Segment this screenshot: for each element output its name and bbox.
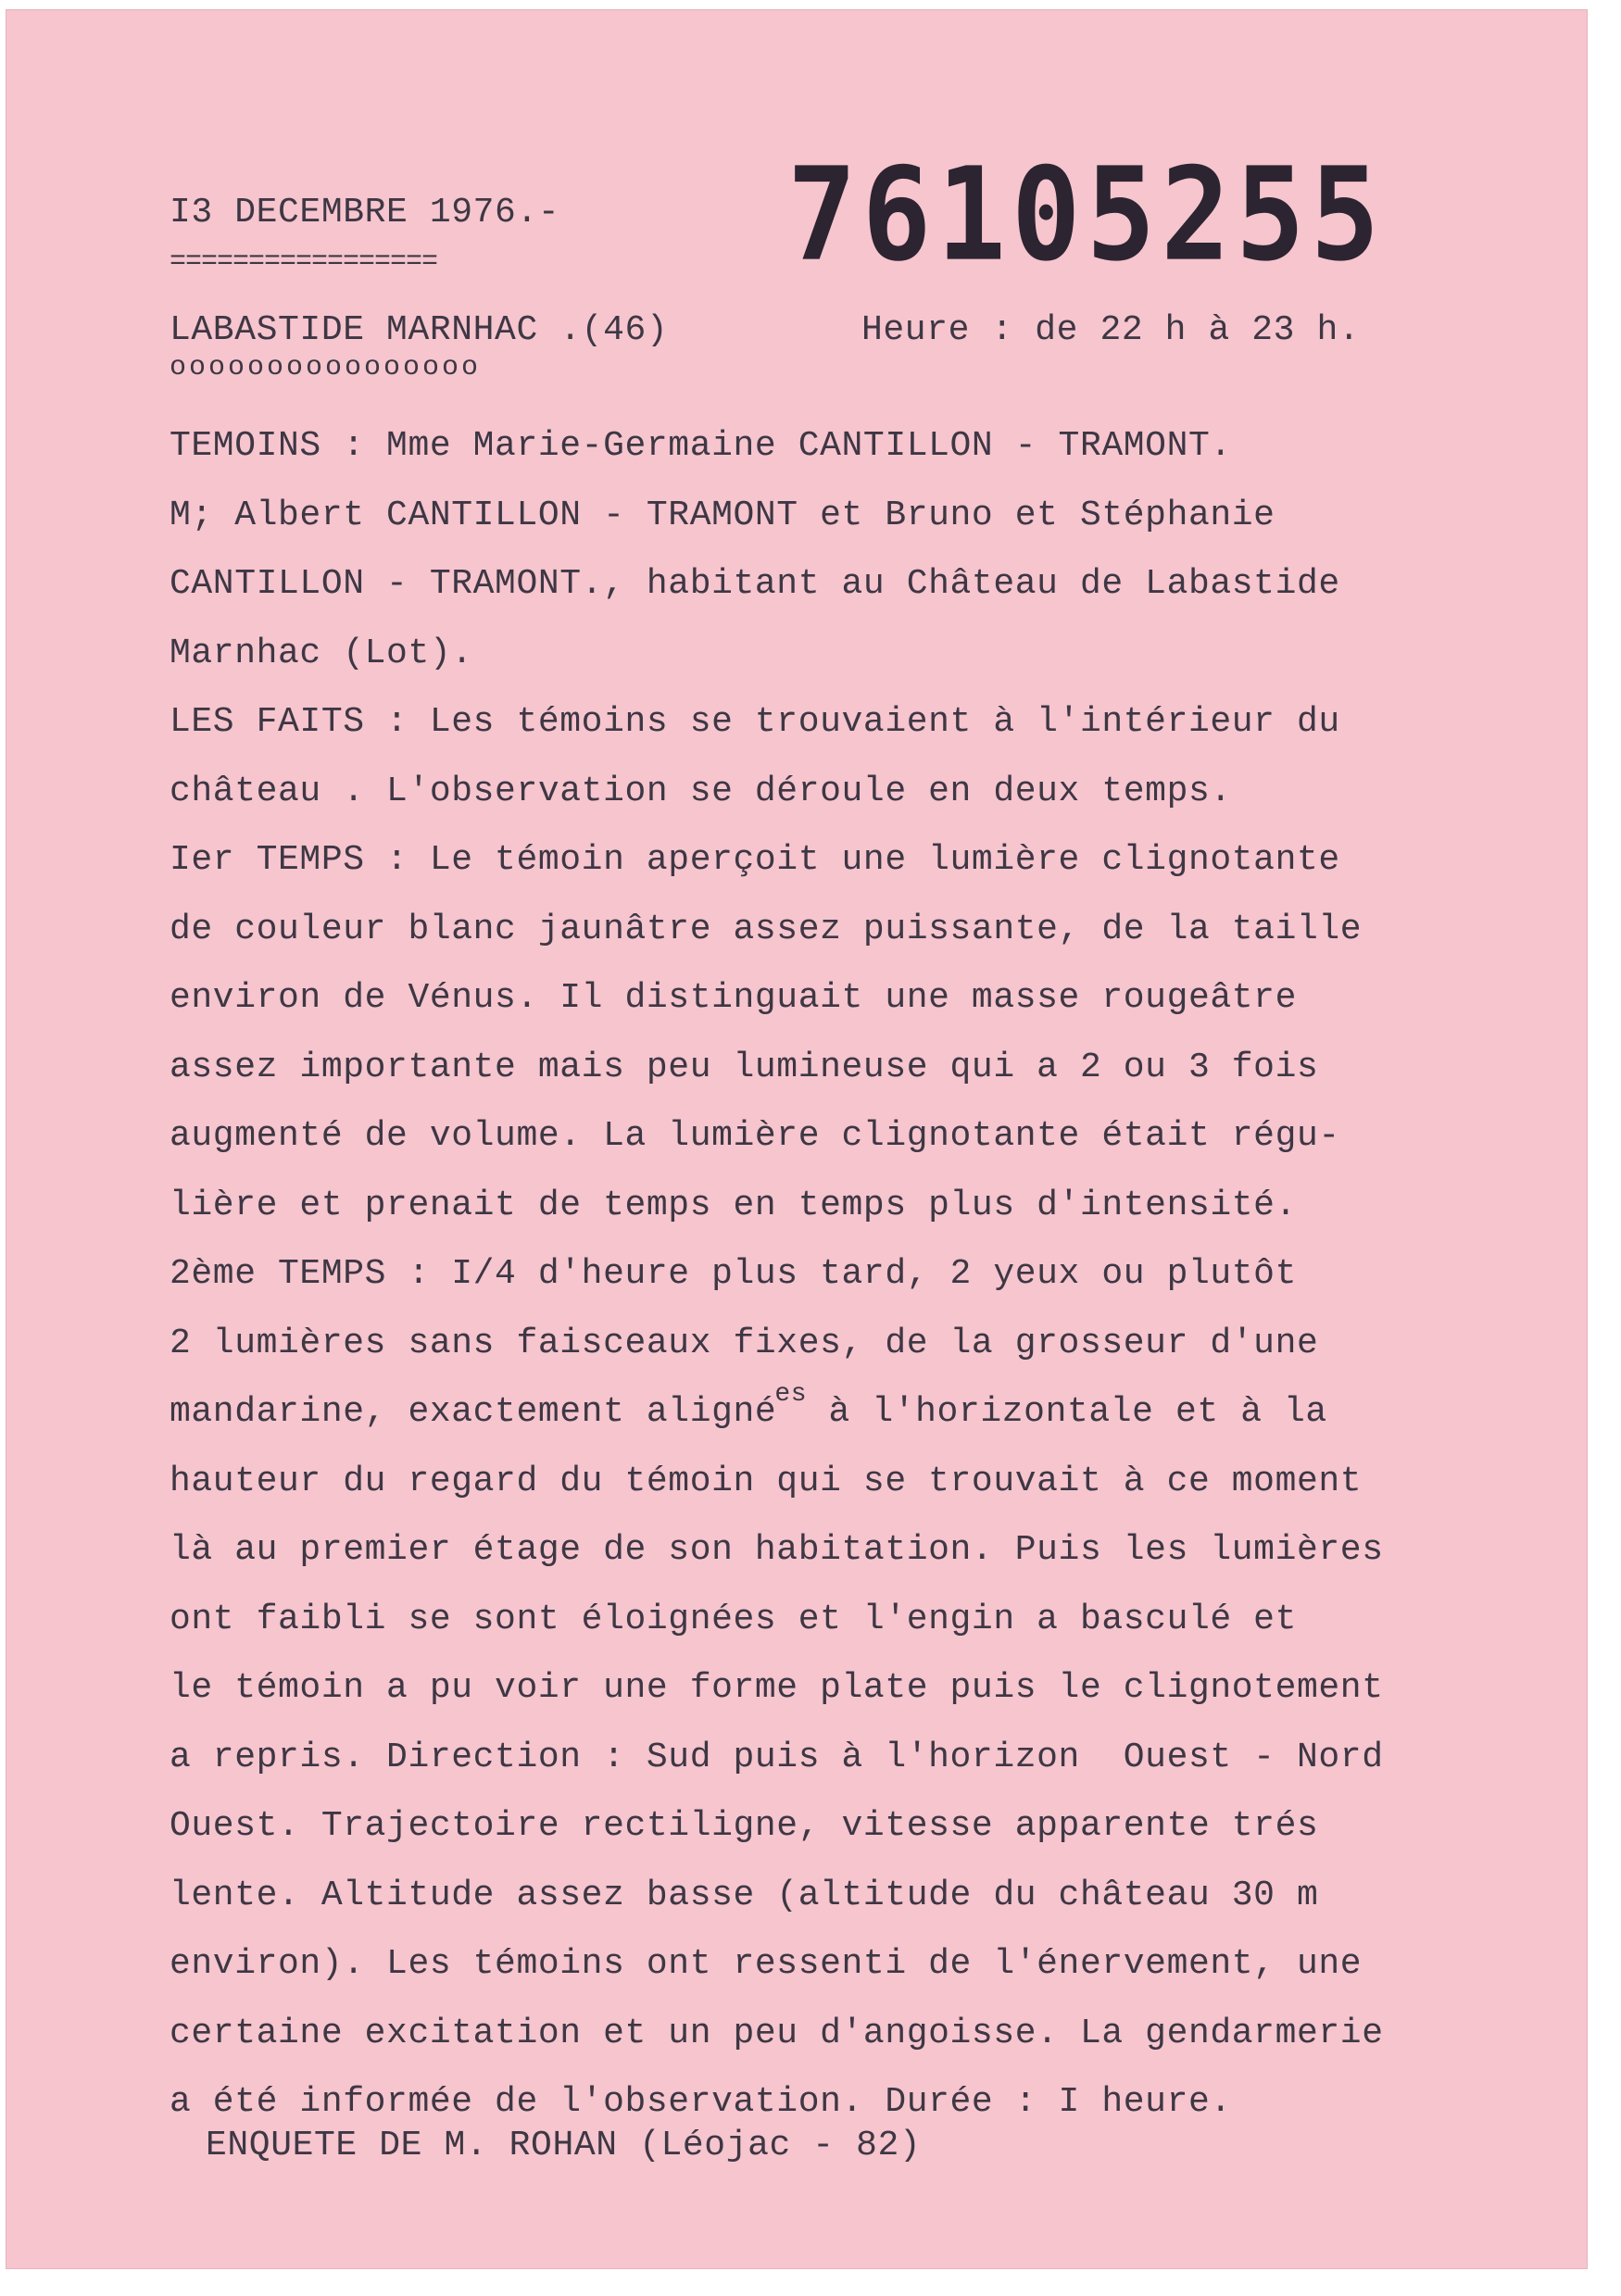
report-line: là au premier étage de son habitation. Puis les lumières [170,1530,1384,1570]
report-line: hauteur du regard du témoin qui se trouvait à ce moment [170,1461,1363,1501]
report-line: assez importante mais peu lumineuse qui a 2 ou 3 fois [170,1047,1319,1087]
report-line: LES FAITS : Les témoins se trouvaient à l'intérieur du [170,702,1340,742]
report-line: Ouest. Trajectoire rectiligne, vitesse apparente trés [170,1806,1319,1846]
report-line: TEMOINS : Mme Marie-Germaine CANTILLON - TRAMONT. [170,426,1232,466]
report-line: augmenté de volume. La lumière clignotante était régu- [170,1116,1340,1156]
date-underline: ================= [170,246,438,278]
report-line: ont faibli se sont éloignées et l'engin a basculé et [170,1599,1297,1639]
report-line: le témoin a pu voir une forme plate puis le clignotement [170,1668,1384,1708]
report-line: environ). Les témoins ont ressenti de l'énervement, une [170,1944,1363,1984]
report-line: M; Albert CANTILLON - TRAMONT et Bruno et Stéphanie [170,495,1275,535]
report-line: certaine excitation et un peu d'angoisse. La gendarmerie [170,2013,1384,2053]
report-line [170,1380,1327,1432]
report-line: lière et prenait de temps en temps plus d'intensité. [170,1185,1297,1225]
report-line-tail: à l'horizontale et à la [807,1392,1327,1432]
report-line: a repris. Direction : Sud puis à l'horizon Ouest - Nord [170,1737,1384,1777]
report-line: CANTILLON - TRAMONT., habitant au Château de Labastide [170,564,1340,604]
report-line: lente. Altitude assez basse (altitude du château 30 m [170,1875,1319,1915]
report-line: de couleur blanc jaunâtre assez puissante, de la taille [170,909,1363,949]
report-date: I3 DECEMBRE 1976.- [170,193,560,232]
handwritten-insertion: es [774,1380,808,1409]
report-line: château . L'observation se déroule en deux temps. [170,771,1232,811]
report-line: 2 lumières sans faisceaux fixes, de la grosseur d'une [170,1323,1319,1363]
report-line-text: mandarine, exactement aligné [170,1392,777,1432]
observation-time: Heure : de 22 h à 23 h. [861,310,1361,350]
report-line: Ier TEMPS : Le témoin aperçoit une lumière clignotante [170,840,1340,880]
report-line: a été informée de l'observation. Durée : I heure. [170,2082,1232,2122]
report-line: environ de Vénus. Il distinguait une masse rougeâtre [170,978,1297,1018]
place-name: LABASTIDE MARNHAC .(46) [170,310,669,350]
report-line: 2ème TEMPS : I/4 d'heure plus tard, 2 yeux ou plutôt [170,1254,1297,1294]
case-number-stamp: 76105255 [787,141,1386,291]
place-underline: oooooooooooooooo [170,352,482,383]
investigator-credit: ENQUETE DE M. ROHAN (Léojac - 82) [206,2126,922,2165]
report-line: Marnhac (Lot). [170,633,473,673]
